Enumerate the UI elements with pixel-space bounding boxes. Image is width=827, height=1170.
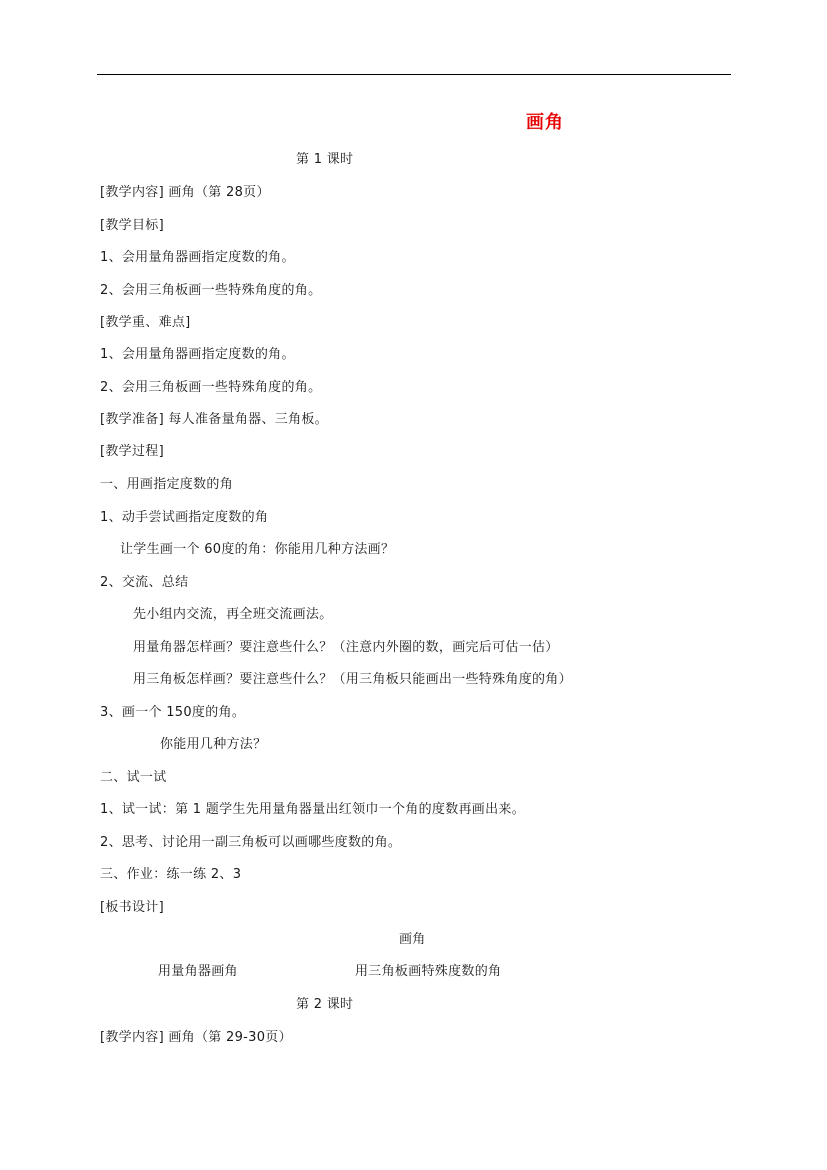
board-title: 画角 — [399, 932, 426, 947]
teaching-process-heading: [教学过程] — [100, 444, 164, 459]
section-three-homework: 三、作业：练一练 2、3 — [100, 867, 242, 882]
section-two-heading: 二、试一试 — [100, 770, 167, 785]
board-design-heading: [板书设计] — [100, 900, 164, 915]
step-1-detail: 让学生画一个 60度的角：你能用几种方法画？ — [120, 542, 395, 557]
goal-item-1: 1、会用量角器画指定度数的角。 — [100, 250, 295, 265]
teaching-prep: [教学准备] 每人准备量角器、三角板。 — [100, 412, 328, 427]
board-left-text: 用量角器画角 — [158, 964, 238, 979]
teaching-content-2: [教学内容] 画角（第 29-30页） — [100, 1030, 292, 1045]
step-2-detail-1: 先小组内交流，再全班交流画法。 — [133, 607, 333, 622]
key-points-heading: [教学重、难点] — [100, 315, 191, 330]
teaching-content: [教学内容] 画角（第 28页） — [100, 185, 270, 200]
step-3: 3、画一个 150度的角。 — [100, 705, 246, 720]
lesson-heading-1: 第 1 课时 — [296, 152, 354, 167]
try-item-1: 1、试一试：第 1 题学生先用量角器量出红领巾一个角的度数再画出来。 — [100, 802, 526, 817]
step-3-detail: 你能用几种方法？ — [160, 737, 267, 752]
step-2-detail-3: 用三角板怎样画？要注意些什么？（用三角板只能画出一些特殊角度的角） — [133, 672, 572, 687]
step-1: 1、动手尝试画指定度数的角 — [100, 510, 269, 525]
key-point-1: 1、会用量角器画指定度数的角。 — [100, 347, 295, 362]
step-2: 2、交流、总结 — [100, 575, 189, 590]
page-title: 画角 — [526, 112, 564, 133]
teaching-goals-heading: [教学目标] — [100, 218, 164, 233]
step-2-detail-2: 用量角器怎样画？要注意些什么？（注意内外圈的数，画完后可估一估） — [133, 640, 559, 655]
lesson-heading-2: 第 2 课时 — [296, 997, 354, 1012]
board-right-text: 用三角板画特殊度数的角 — [355, 964, 502, 979]
goal-item-2: 2、会用三角板画一些特殊角度的角。 — [100, 283, 322, 298]
header-rule — [97, 74, 731, 75]
section-one-heading: 一、用画指定度数的角 — [100, 477, 234, 492]
key-point-2: 2、会用三角板画一些特殊角度的角。 — [100, 380, 322, 395]
try-item-2: 2、思考、讨论用一副三角板可以画哪些度数的角。 — [100, 835, 402, 850]
